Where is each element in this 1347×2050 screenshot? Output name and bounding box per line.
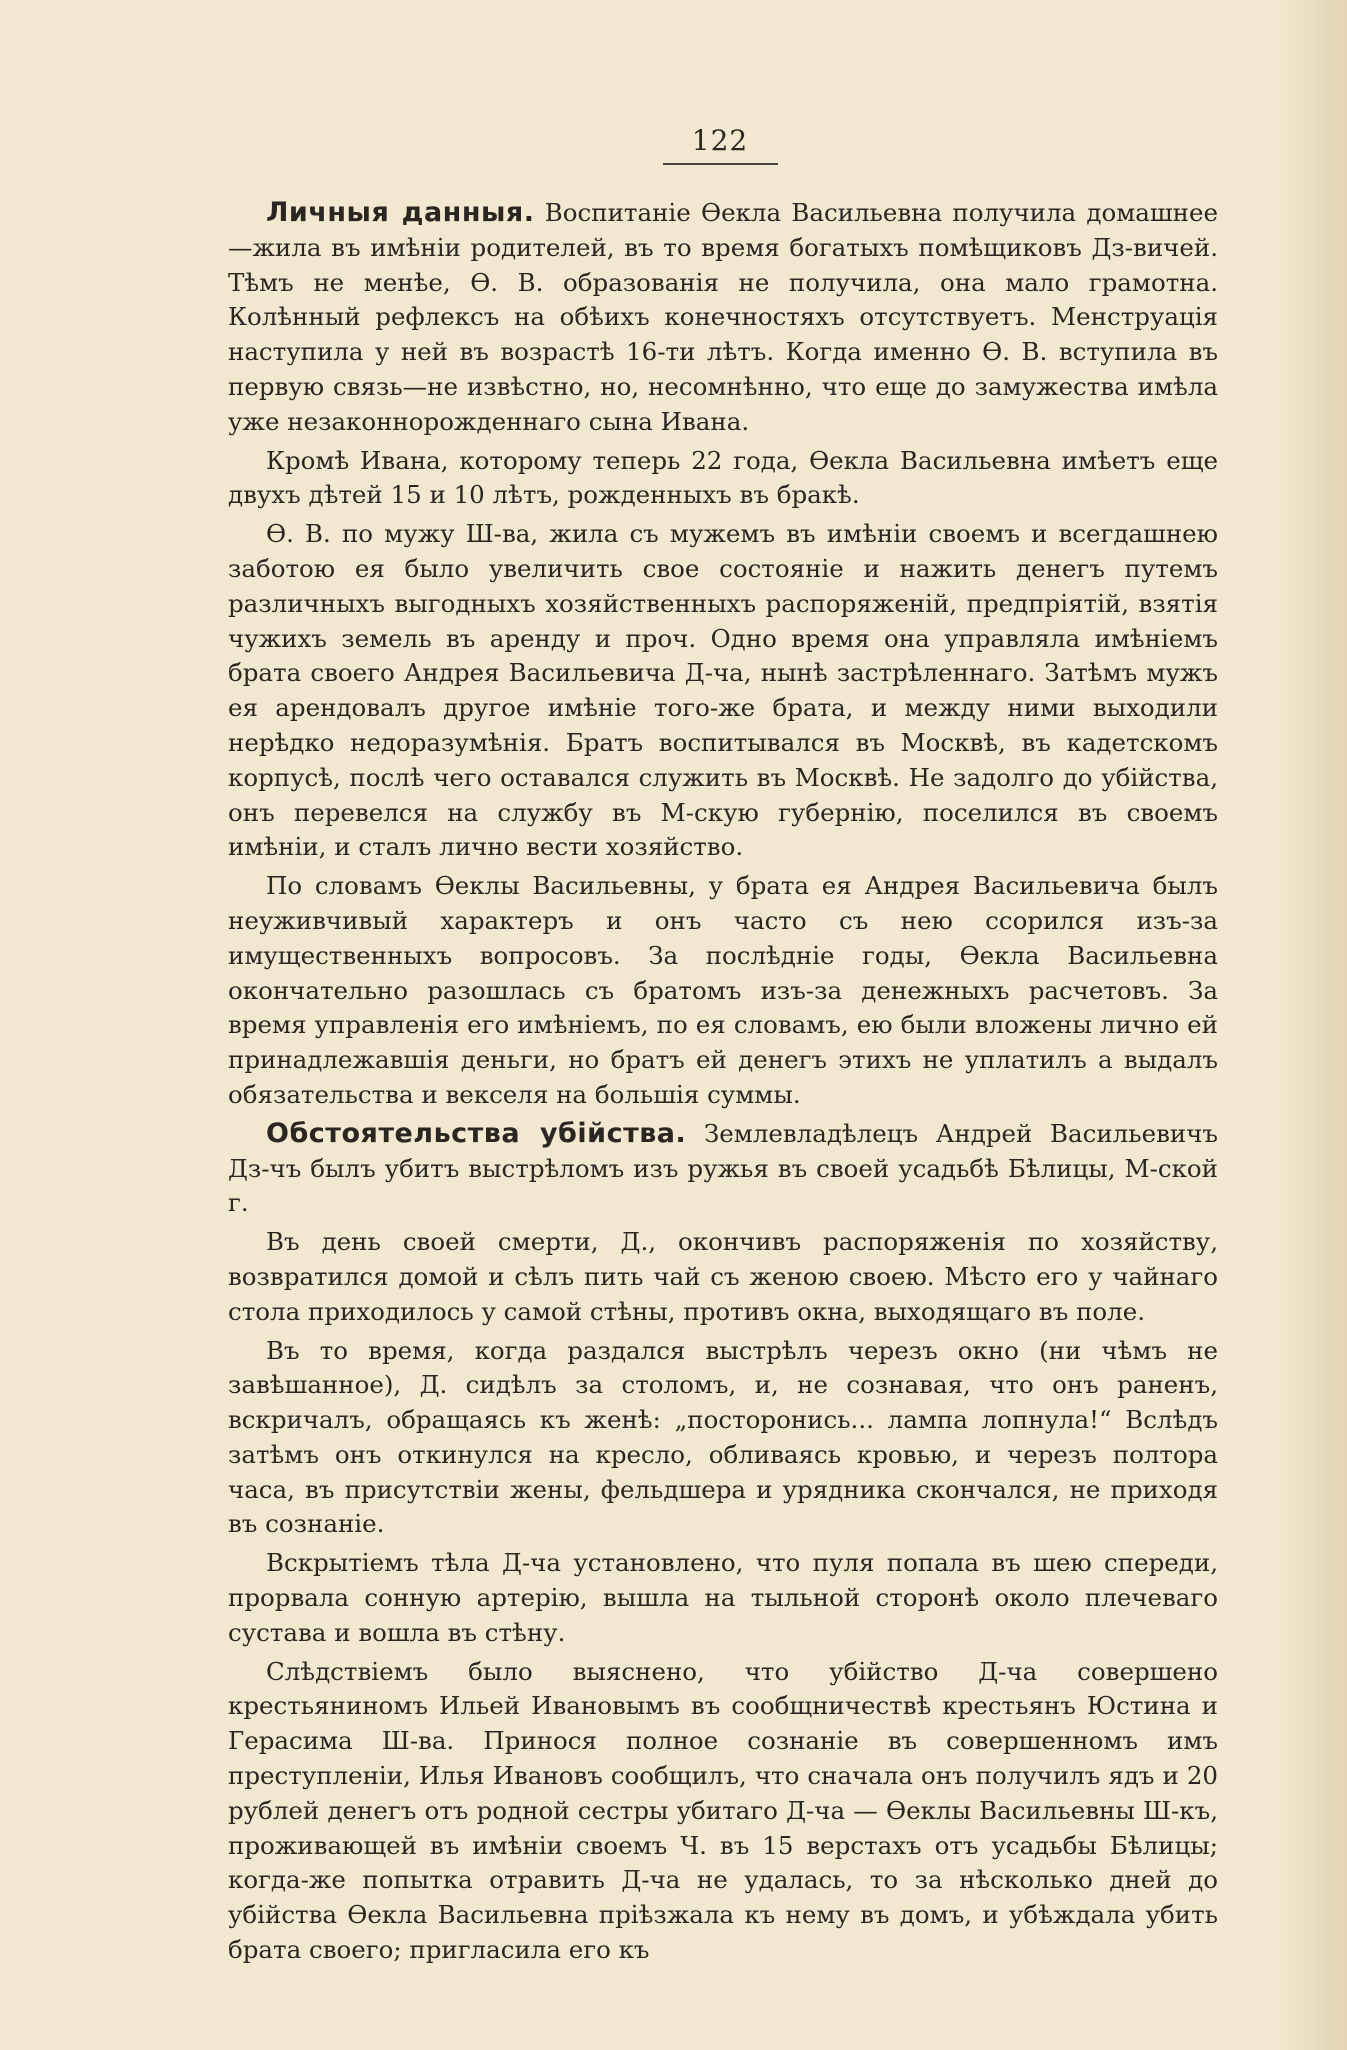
paragraph	[228, 1655, 1218, 1968]
paragraph-text: Кромѣ Ивана, которому теперь 22 года, Ѳекла Васильевна имѣетъ еще двухъ дѣтей 15 и 10 лѣтъ, рожденныхъ въ бракѣ.	[228, 445, 1218, 510]
paragraph-text: Въ день своей смерти, Д., окончивъ распоряженія по хозяйству, возвратился домой и сѣлъ пить чай съ женою своею. Мѣсто его у чайнаго стола приходилось у самой стѣны, противъ окна, выходящаго въ поле.	[228, 1227, 1218, 1326]
section-heading-circumstances: Обстоятельства убійства.	[266, 1117, 687, 1149]
paragraph	[228, 869, 1218, 1113]
section-heading-personal-data: Личныя данныя.	[266, 197, 535, 228]
paragraph-text: Вскрытіемъ тѣла Д-ча установлено, что пуля попала въ шею спереди, прорвала сонную артерію, вышла на тыльной сторонѣ около плечеваго сустава и вошла въ стѣну.	[228, 1548, 1218, 1647]
paragraph-text: По словамъ Ѳеклы Васильевны, у брата ея Андрея Васильевича былъ неуживчивый характеръ и онъ часто съ нею ссорился изъ-за имущественныхъ вопросовъ. За послѣдніе годы, Ѳекла Васильевна окончательно разошлась съ братомъ изъ-за денежныхъ расчетовъ. За время управленія его имѣніемъ, по ея словамъ, ею были вложены лично ей принадлежавшія деньги, но братъ ей денегъ этихъ не уплатилъ а выдалъ обязательства и векселя на большія суммы.	[228, 871, 1218, 1109]
paragraph	[228, 1334, 1218, 1543]
paragraph-text: Ѳ. В. по мужу Ш-ва, жила съ мужемъ въ имѣніи своемъ и всегдашнею заботою ея было увеличить свое состояніе и нажить денегъ путемъ различныхъ выгодныхъ хозяйственныхъ распоряженій, предпріятій, взятія чужихъ земель въ аренду и проч. Одно время она управляла имѣніемъ брата своего Андрея Васильевича Д-ча, нынѣ застрѣленнаго. Затѣмъ мужъ ея арендовалъ другое имѣніе того-же брата, и между ними выходили нерѣдко недоразумѣнія. Братъ воспитывался въ Москвѣ, въ кадетскомъ корпусѣ, послѣ чего оставался служить въ Москвѣ. Не задолго до убійства, онъ перевелся на службу въ М-скую губернію, поселился въ своемъ имѣніи, и сталъ лично вести хозяйство.	[228, 519, 1218, 862]
paragraph-text: Слѣдствіемъ было выяснено, что убійство Д-ча совершено крестьяниномъ Ильей Ивановымъ въ сообщничествѣ крестьянъ Юстина и Герасима Ш-ва. Принося полное сознаніе въ совершенномъ имъ преступленіи, Илья Ивановъ сообщилъ, что сначала онъ получилъ ядъ и 20 рублей денегъ отъ родной сестры убитаго Д-ча — Ѳеклы Васильевны Ш-къ, проживающей въ имѣніи своемъ Ч. въ 15 верстахъ отъ усадьбы Бѣлицы; когда-же попытка отравить Д-ча не удалась, то за нѣсколько дней до убійства Ѳекла Васильевна пріѣзжала къ нему въ домъ, и убѣждала убить брата своего; пригласила его къ	[228, 1656, 1218, 1965]
page-edge-stain	[1277, 0, 1347, 2050]
paragraph	[228, 1546, 1218, 1650]
paragraph	[228, 444, 1218, 514]
paragraph-personal-data	[228, 196, 1218, 440]
paragraph	[228, 1225, 1218, 1329]
paragraph-text: Землевладѣлецъ Андрей Васильевичъ Дз-чъ былъ убитъ выстрѣломъ изъ ружья въ своей усадьбѣ Бѣлицы, М-ской г.	[228, 1118, 1218, 1218]
paragraph	[228, 517, 1218, 865]
page-number: 122	[691, 124, 749, 157]
body-text	[228, 196, 1218, 1972]
paragraph-text: Воспитаніе Ѳекла Васильевна получила домашнее—жила въ имѣніи родителей, въ то время богатыхъ помѣщиковъ Дз-вичей. Тѣмъ не менѣе, Ѳ. В. образованія не получила, она мало грамотна. Колѣнный рефлексъ на обѣихъ конечностяхъ отсутствуетъ. Менструація наступила у ней въ возрастѣ 16-ти лѣтъ. Когда именно Ѳ. В. вступила въ первую связь—не извѣстно, но, несомнѣнно, что еще до замужества имѣла уже незаконнорожденнаго сына Ивана.	[228, 198, 1219, 436]
paragraph-text: Въ то время, когда раздался выстрѣлъ черезъ окно (ни чѣмъ не завѣшанное), Д. сидѣлъ за столомъ, и, не сознавая, что онъ раненъ, вскричалъ, обращаясь къ женѣ: „посторонись... лампа лопнула!“ Вслѣдъ затѣмъ онъ откинулся на кресло, обливаясь кровью, и черезъ полтора часа, въ присутствіи жены, фельдшера и урядника скончался, не приходя въ сознаніе.	[228, 1335, 1218, 1539]
header-rule	[663, 163, 778, 165]
paragraph-circumstances	[228, 1117, 1218, 1221]
